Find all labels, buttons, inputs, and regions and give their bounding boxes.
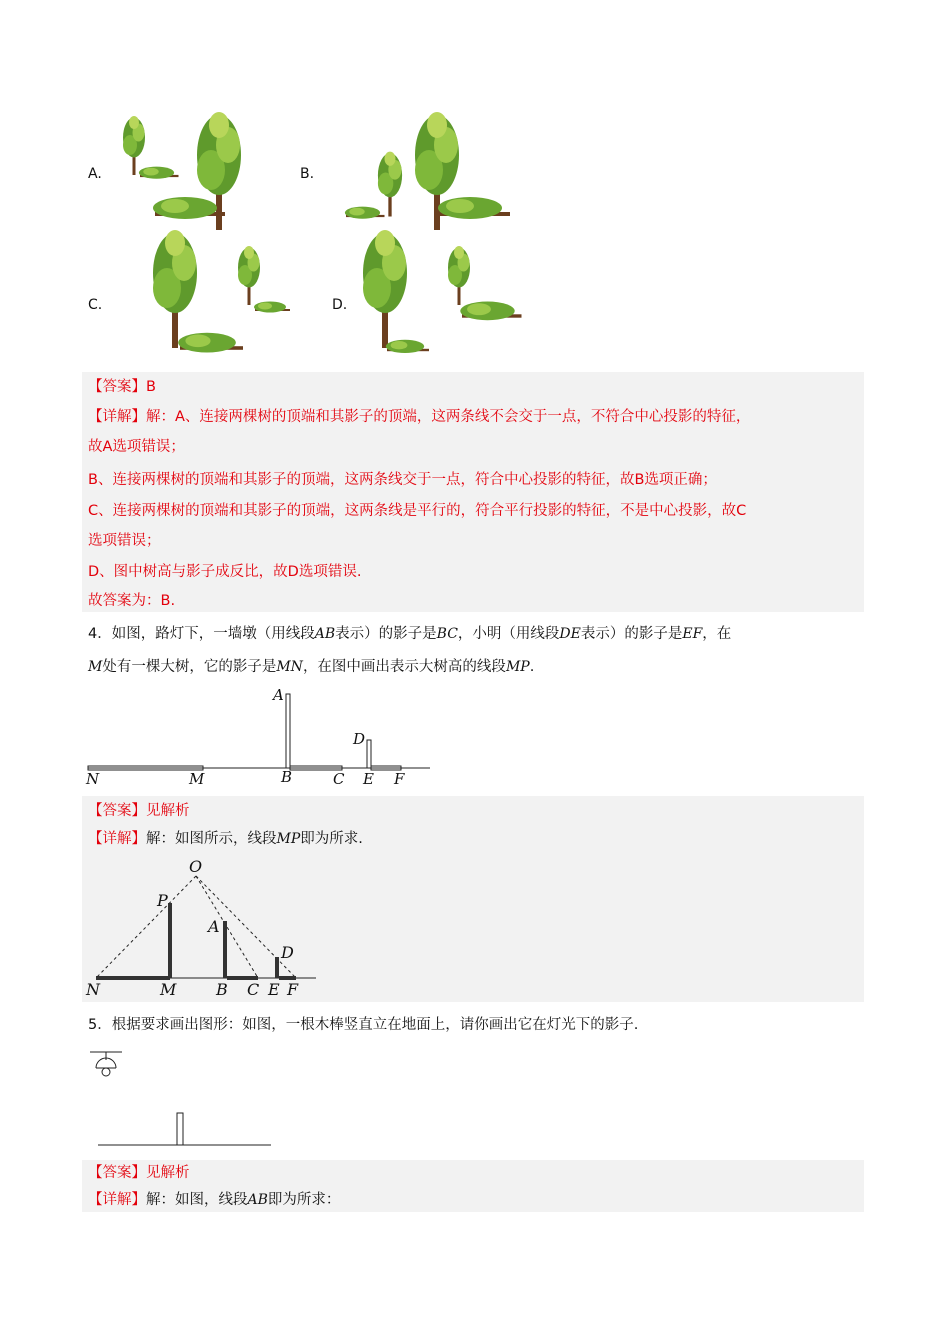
- tree-options-figure: [0, 0, 950, 370]
- label-e: E: [363, 770, 374, 788]
- answer-value: 见解析: [146, 1165, 190, 1181]
- option-d-small-shadow: [460, 302, 521, 321]
- detail-line-5: 选项错误；: [88, 533, 161, 549]
- label-b: B: [216, 980, 228, 999]
- var-mp: MP: [276, 831, 301, 847]
- var-bc: BC: [436, 626, 458, 642]
- var-de: DE: [559, 626, 581, 642]
- q5-answer-box: 【答案】见解析 【详解】解：如图，线段AB即为所求：: [82, 1160, 864, 1212]
- answer-value: 见解析: [146, 803, 190, 819]
- option-c-small-shadow: [254, 302, 290, 313]
- var-mn: MN: [276, 659, 303, 675]
- detail-line-3: B、连接两棵树的顶端和其影子的顶端，这两条线交于一点，符合中心投影的特征，故B选项正确；: [88, 472, 717, 488]
- var-ef: EF: [682, 626, 703, 642]
- label-e: E: [268, 980, 280, 999]
- label-c: C: [333, 770, 345, 788]
- label-f: F: [394, 770, 405, 788]
- label-b: B: [281, 768, 293, 786]
- option-b-small-tree: [378, 152, 402, 217]
- q5-figure: [0, 1044, 950, 1154]
- q4-question-line-1: 4．如图，路灯下，一墙墩（用线段AB表示）的影子是BC，小明（用线段DE表示）的影子是EF，在: [88, 626, 732, 642]
- answer-tag: 【答案】: [88, 803, 146, 819]
- option-b-big-shadow: [438, 197, 510, 219]
- option-d-small-tree: [448, 246, 470, 305]
- detail-line-2: 故A选项错误；: [88, 439, 185, 455]
- label-n: N: [86, 980, 100, 999]
- person-de: [275, 957, 279, 978]
- q4-figure: [0, 680, 950, 792]
- option-c-label: C.: [88, 297, 103, 313]
- ray-o-n: [96, 876, 196, 978]
- option-c-small-tree: [238, 246, 260, 305]
- option-a-small-shadow: [139, 167, 179, 179]
- option-b-small-shadow: [345, 207, 385, 219]
- label-a: A: [273, 686, 284, 704]
- label-c: C: [247, 980, 260, 999]
- option-b-label: B.: [300, 166, 315, 182]
- option-a-big-shadow: [153, 197, 225, 219]
- q4-question-line-2: M处有一棵大树，它的影子是MN，在图中画出表示大树高的线段MP.: [88, 659, 535, 675]
- option-d-big-shadow: [386, 340, 429, 353]
- answer-value: B: [146, 379, 156, 395]
- q4-answer-box: 【答案】见解析 【详解】解：如图所示，线段MP即为所求. O P A D N M B C E F: [82, 796, 864, 1002]
- stick: [177, 1113, 183, 1145]
- label-f: F: [287, 980, 299, 999]
- option-a-small-tree: [123, 116, 145, 175]
- detail-line-6: D、图中树高与影子成反比，故D选项错误.: [88, 564, 362, 580]
- var-m: M: [88, 659, 103, 675]
- option-c-big-shadow: [178, 333, 243, 353]
- label-m: M: [189, 770, 205, 788]
- detail-line-4: C、连接两棵树的顶端和其影子的顶端，这两条线是平行的，符合平行投影的特征，不是中心投影，故C: [88, 503, 747, 519]
- shadow-mn: [96, 976, 170, 980]
- detail-tag: 【详解】: [88, 409, 146, 425]
- q4-number: 4．: [88, 626, 112, 642]
- var-ab: AB: [247, 1192, 268, 1208]
- var-ab: AB: [314, 626, 336, 642]
- label-p: P: [157, 891, 168, 910]
- detail-line-1: 解：A、连接两棵树的顶端和其影子的顶端，这两条线不会交于一点，不符合中心投影的特征，: [146, 409, 751, 425]
- option-a-label: A.: [88, 166, 102, 182]
- answer-tag: 【答案】: [88, 1165, 146, 1181]
- q4-solution-figure: [82, 854, 864, 1002]
- detail-tag: 【详解】: [88, 1192, 146, 1208]
- q3-answer-box: [82, 372, 864, 612]
- detail-line-7: 故答案为：B.: [88, 593, 176, 609]
- q5-number: 5．: [88, 1017, 112, 1033]
- lamp-icon: [90, 1052, 122, 1076]
- tree-mp: [168, 903, 172, 978]
- wall-ab: [286, 694, 290, 768]
- option-d-label: D.: [332, 297, 348, 313]
- var-mp: MP: [505, 659, 530, 675]
- option-c-big-tree: [153, 230, 197, 348]
- option-d-big-tree: [363, 230, 407, 348]
- label-a: A: [208, 917, 220, 936]
- label-d: D: [281, 943, 294, 962]
- answer-tag: 【答案】: [88, 379, 146, 395]
- detail-tag: 【详解】: [88, 831, 146, 847]
- q5-question: 5．根据要求画出图形：如图，一根木棒竖直立在地面上，请你画出它在灯光下的影子.: [88, 1017, 639, 1033]
- label-d: D: [353, 730, 366, 748]
- label-n: N: [86, 770, 100, 788]
- label-o: O: [189, 857, 203, 876]
- wall-ab: [223, 921, 227, 978]
- label-m: M: [160, 980, 177, 999]
- person-de: [367, 740, 371, 768]
